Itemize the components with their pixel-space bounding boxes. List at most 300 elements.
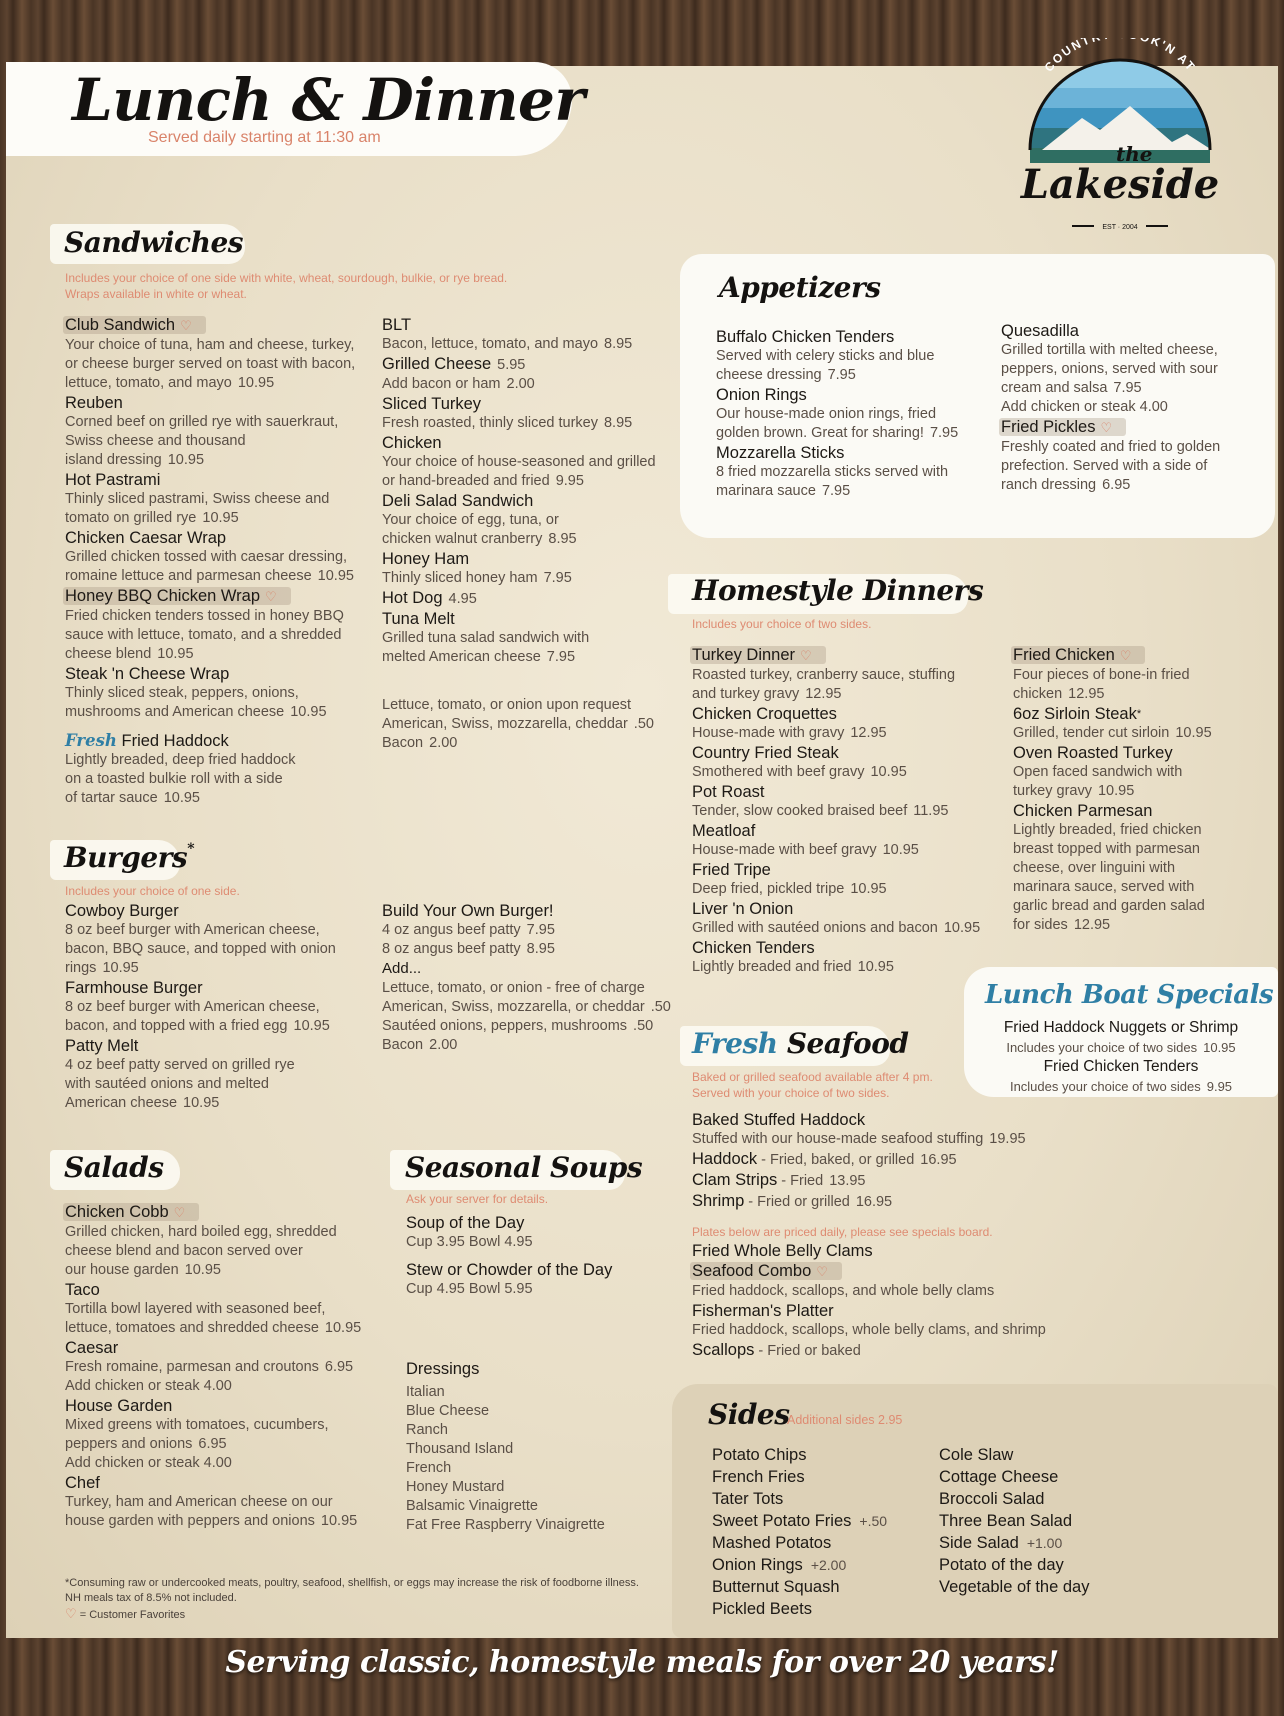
logo-the: the <box>1116 142 1153 166</box>
menu-item-name: BLT <box>382 316 412 334</box>
description-line: Swiss cheese and thousand <box>65 433 246 449</box>
heart-icon: ♡ <box>1100 420 1113 435</box>
menu-item <box>692 743 1012 782</box>
description-line: Add bacon or ham 2.00 <box>382 376 535 392</box>
lunch-boat-heading: Lunch Boat Specials <box>985 980 1274 1010</box>
menu-item-description <box>692 958 1012 977</box>
menu-item-name: Deli Salad Sandwich <box>382 492 534 510</box>
menu-item-name-row <box>65 1036 385 1056</box>
menu-item-description <box>65 1300 395 1338</box>
menu-item <box>65 1036 385 1113</box>
menu-item-price: 10.95 <box>202 510 239 526</box>
menu-item-price: 10.95 <box>163 790 200 806</box>
menu-item-name: Caesar <box>65 1339 119 1357</box>
side-upcharge: +.50 <box>859 1513 888 1529</box>
menu-item-price: 10.95 <box>882 842 919 858</box>
menu-item <box>382 588 682 609</box>
menu-item-name-row <box>716 385 986 405</box>
menu-item-addon: Add chicken or steak 4.00 <box>65 1455 232 1471</box>
description-line: our house garden 10.95 <box>65 1262 221 1278</box>
byo-title: Build Your Own Burger! <box>382 902 554 920</box>
description-line: and turkey gravy 12.95 <box>692 686 842 702</box>
description-line: House-made with gravy 12.95 <box>692 725 887 741</box>
menu-item-price: 7.95 <box>821 483 851 499</box>
description-line: prefection. Served with a side of <box>1001 458 1208 474</box>
burgers-note: Includes your choice of one side. <box>65 884 240 898</box>
sandwiches-heading: Sandwiches <box>64 226 244 259</box>
menu-item-name: Fried Pickles ♡ <box>999 418 1126 436</box>
menu-item-price: 7.95 <box>929 425 959 441</box>
seafood-item-price: 16.95 <box>920 1152 957 1168</box>
side-option: Cottage Cheese <box>939 1468 1059 1486</box>
logo-name: Lakeside <box>1020 161 1220 208</box>
menu-item-description <box>692 666 1012 704</box>
side-option: Potato Chips <box>712 1446 807 1464</box>
description-line: marinara sauce, served with <box>1013 879 1195 895</box>
description-line: lettuce, tomato, and mayo 10.95 <box>65 375 275 391</box>
description-line: for sides 12.95 <box>1013 917 1111 933</box>
description-line: marinara sauce 7.95 <box>716 483 851 499</box>
menu-item <box>692 938 1012 977</box>
menu-item-description <box>65 548 385 586</box>
dressings-list <box>406 1383 666 1535</box>
byo-option: 4 oz angus beef patty 7.95 <box>382 922 555 938</box>
logo-arc-text: COUNT K'N AT <box>1041 38 1199 75</box>
side-option: Side Salad +1.00 <box>939 1534 1063 1552</box>
byo-addon: American, Swiss, mozzarella, or cheddar .50 <box>382 999 671 1015</box>
menu-item-description <box>1013 724 1273 743</box>
menu-item-name-row <box>1013 704 1273 724</box>
footer-legend <box>65 1606 685 1623</box>
sandwiches-column-1 <box>65 315 385 722</box>
menu-item <box>65 1280 395 1338</box>
menu-item <box>692 821 1012 860</box>
menu-item-description <box>65 921 385 978</box>
soup-item <box>406 1260 666 1299</box>
description-line: chicken 12.95 <box>1013 686 1105 702</box>
menu-item-name-row <box>382 394 682 414</box>
description-line: Thinly sliced steak, peppers, onions, <box>65 685 299 701</box>
menu-item-name-row <box>692 782 1012 802</box>
description-line: Fried chicken tenders tossed in honey BBQ <box>65 608 344 624</box>
byo-price: 8.95 <box>526 941 555 957</box>
soup-name: Stew or Chowder of the Day <box>406 1261 613 1279</box>
menu-item-addon: Add chicken or steak 4.00 <box>1001 399 1168 415</box>
menu-item <box>1001 321 1261 417</box>
description-line: Thinly sliced pastrami, Swiss cheese and <box>65 491 330 507</box>
sides-column-2 <box>939 1444 1159 1598</box>
menu-item-name: Fried Tripe <box>692 861 771 879</box>
page-subtitle: Served daily starting at 11:30 am <box>148 129 381 146</box>
side-option: Pickled Beets <box>712 1600 812 1618</box>
description-line: with sautéed onions and melted <box>65 1076 269 1092</box>
byo-addon-price: .50 <box>650 999 671 1015</box>
menu-item <box>65 586 385 664</box>
menu-item-description <box>65 684 385 722</box>
soup-prices: Cup 3.95 Bowl 4.95 <box>406 1234 533 1250</box>
byo-addon: Bacon 2.00 <box>382 1037 458 1053</box>
side-option: Vegetable of the day <box>939 1578 1090 1596</box>
description-line: 8 oz beef burger with American cheese, <box>65 999 320 1015</box>
menu-item-name-row <box>382 315 682 335</box>
menu-item-description <box>382 414 682 433</box>
menu-item-description <box>65 751 385 808</box>
menu-item-price: 11.95 <box>913 803 949 819</box>
heart-icon: ♡ <box>265 589 277 604</box>
side-option: Butternut Squash <box>712 1578 840 1596</box>
footer-line2: NH meals tax of 8.5% not included. <box>65 1592 237 1604</box>
menu-item-name: Steak 'n Cheese Wrap <box>65 665 230 683</box>
menu-item-name-row <box>65 1280 395 1300</box>
menu-item-name-row <box>65 315 385 336</box>
menu-item-name-row <box>692 1301 1112 1321</box>
menu-item <box>692 782 1012 821</box>
menu-item-name: Club Sandwich ♡ <box>63 316 206 334</box>
description-line: Grilled with sautéed onions and bacon 10.95 <box>692 920 981 936</box>
menu-item-name: Buffalo Chicken Tenders <box>716 328 895 346</box>
menu-item-name-row <box>65 1338 395 1358</box>
description-line: House-made with beef gravy 10.95 <box>692 842 919 858</box>
menu-item-name-row <box>1013 801 1273 821</box>
logo-emblem <box>1012 38 1228 234</box>
menu-item-name-row <box>382 609 682 629</box>
menu-item <box>65 315 385 393</box>
byo-option: 8 oz angus beef patty 8.95 <box>382 941 555 957</box>
description-line: Your choice of house-seasoned and grilled <box>382 454 656 470</box>
description-line: Your choice of egg, tuna, or <box>382 512 559 528</box>
menu-item-description <box>65 607 385 664</box>
soups-note: Ask your server for details. <box>406 1192 549 1206</box>
menu-item <box>382 549 682 588</box>
menu-item-price: 7.95 <box>546 649 576 665</box>
burgers-heading-text: Burgers <box>64 841 188 874</box>
lunch-boat-item-price: 10.95 <box>1203 1040 1236 1055</box>
side-upcharge: +2.00 <box>810 1557 847 1573</box>
description-line: Your choice of tuna, ham and cheese, turkey, <box>65 337 355 353</box>
menu-item-price: 12.95 <box>1073 917 1111 933</box>
menu-item-price: 10.95 <box>324 1320 362 1336</box>
description-line: Fresh roasted, thinly sliced turkey 8.95 <box>382 415 633 431</box>
menu-item <box>65 1396 395 1473</box>
homestyle-column-1 <box>692 645 1012 977</box>
seafood-item-price: 13.95 <box>829 1173 866 1189</box>
soup-item <box>406 1213 666 1252</box>
menu-item <box>382 491 682 549</box>
menu-item-name: Chef <box>65 1474 100 1492</box>
menu-item-name-row <box>65 978 385 998</box>
asterisk-mark: * <box>1136 708 1142 720</box>
menu-item-name: Farmhouse Burger <box>65 979 203 997</box>
menu-item-name: Taco <box>65 1281 100 1299</box>
side-option: Mashed Potatos <box>712 1534 832 1552</box>
menu-item-description <box>382 511 682 549</box>
menu-item-inline-note: - Fried or grilled <box>744 1194 850 1210</box>
menu-item-price: 10.95 <box>237 375 275 391</box>
menu-item-price: 12.95 <box>1068 686 1105 702</box>
description-line: bacon, and topped with a fried egg 10.95 <box>65 1018 330 1034</box>
menu-item <box>65 528 385 586</box>
menu-item-name-row <box>65 470 385 490</box>
menu-item-description <box>382 629 682 667</box>
menu-item-name-row <box>692 821 1012 841</box>
menu-item-price: 10.95 <box>184 1262 221 1278</box>
byo-add-label: Add... <box>382 960 422 977</box>
menu-item-description <box>716 405 986 443</box>
description-line: Bacon, lettuce, tomato, and mayo 8.95 <box>382 336 633 352</box>
lunch-boat-item-price: 9.95 <box>1206 1079 1233 1094</box>
seafood-fresh-label: Fresh <box>692 1027 778 1060</box>
homestyle-heading: Homestyle Dinners <box>692 574 984 607</box>
description-line: cheese, over linguini with <box>1013 860 1176 876</box>
menu-item-name-row <box>692 1340 1112 1361</box>
menu-item-name-row <box>1013 645 1273 666</box>
menu-item-price: 5.95 <box>497 357 526 373</box>
description-line: Tender, slow cooked braised beef 11.95 <box>692 803 949 819</box>
description-line: mushrooms and American cheese 10.95 <box>65 704 327 720</box>
logo-est: EST · 2004 <box>1102 224 1138 231</box>
byo-price: 7.95 <box>526 922 555 938</box>
description-line: cheese blend and bacon served over <box>65 1243 303 1259</box>
description-line: 8 fried mozzarella sticks served with <box>716 464 949 480</box>
description-line: garlic bread and garden salad <box>1013 898 1205 914</box>
menu-item <box>65 664 385 722</box>
description-line: of tartar sauce 10.95 <box>65 790 200 806</box>
menu-item-name: Haddock <box>692 1150 758 1168</box>
addon-price: 2.00 <box>429 735 458 751</box>
menu-item-description <box>716 463 986 501</box>
menu-item-name-row <box>65 901 385 921</box>
menu-item-description <box>692 841 1012 860</box>
description-line: Our house-made onion rings, fried <box>716 406 937 422</box>
description-line: on a toasted bulkie roll with a side <box>65 771 283 787</box>
menu-item-description <box>1013 763 1273 801</box>
description-line: 4 oz beef patty served on grilled rye <box>65 1057 295 1073</box>
menu-item-name: Chicken Parmesan <box>1013 802 1153 820</box>
menu-item-name-row <box>692 860 1012 880</box>
lunch-boat-item-name: Fried Chicken Tenders <box>1043 1058 1199 1075</box>
seafood-daily-note: Plates below are priced daily, please see specials board. <box>692 1225 993 1239</box>
side-option: Onion Rings +2.00 <box>712 1556 847 1574</box>
menu-item-description <box>65 336 385 393</box>
dressing-option: Balsamic Vinaigrette <box>406 1498 538 1514</box>
description-line: Grilled chicken tossed with caesar dressing, <box>65 549 348 565</box>
bottom-banner: Serving classic, homestyle meals for over 20 years! <box>225 1645 1059 1680</box>
menu-item-name-row <box>382 491 682 511</box>
footer-legend-text: = Customer Favorites <box>79 1609 186 1621</box>
description-line: turkey gravy 10.95 <box>1013 783 1135 799</box>
description-line: Deep fried, pickled tripe 10.95 <box>692 881 887 897</box>
menu-item-name: Oven Roasted Turkey <box>1013 744 1173 762</box>
menu-item-price: 10.95 <box>102 960 139 976</box>
sides-note: Additional sides 2.95 <box>787 1413 903 1427</box>
menu-item-name: Chicken Cobb ♡ <box>63 1203 199 1221</box>
menu-item-description <box>382 453 682 491</box>
menu-item <box>65 470 385 528</box>
description-line: Grilled tortilla with melted cheese, <box>1001 342 1218 358</box>
menu-item-addon: Add chicken or steak 4.00 <box>65 1378 232 1394</box>
menu-item-description <box>692 880 1012 899</box>
menu-item-price: 10.95 <box>183 1095 220 1111</box>
heart-icon: ♡ <box>816 1264 828 1279</box>
menu-item-name: Cowboy Burger <box>65 902 179 920</box>
menu-item <box>65 978 385 1036</box>
seafood-heading-text: Seafood <box>786 1027 909 1060</box>
menu-item-name: Fried Chicken ♡ <box>1011 646 1145 664</box>
sandwich-addons <box>382 696 682 753</box>
menu-item-name: Honey BBQ Chicken Wrap ♡ <box>63 587 291 605</box>
menu-item <box>692 704 1012 743</box>
menu-item-name-row <box>716 327 986 347</box>
dressing-option: Italian <box>406 1384 445 1400</box>
menu-item-name-row <box>382 433 682 453</box>
dressing-option: Honey Mustard <box>406 1479 505 1495</box>
menu-item-name: Fisherman's Platter <box>692 1302 834 1320</box>
menu-item <box>382 433 682 491</box>
menu-item-description <box>382 375 682 394</box>
menu-item <box>382 315 682 354</box>
menu-item-price: 6.95 <box>1102 477 1131 493</box>
menu-item <box>716 327 986 385</box>
menu-item <box>716 443 986 501</box>
description-line: Freshly coated and fried to golden <box>1001 439 1221 455</box>
menu-item-name-row <box>65 1396 395 1416</box>
menu-item-name: Reuben <box>65 394 123 412</box>
seafood-item-description: Stuffed with our house-made seafood stuffing 19.95 <box>692 1131 1026 1147</box>
dressing-option: French <box>406 1460 452 1476</box>
menu-item-name: Turkey Dinner ♡ <box>690 646 826 664</box>
menu-item-price: 10.95 <box>870 764 907 780</box>
heart-icon: ♡ <box>180 318 192 333</box>
menu-item-description <box>1001 341 1261 398</box>
menu-item-name: Chicken Tenders <box>692 939 815 957</box>
dressing-option: Fat Free Raspberry Vinaigrette <box>406 1517 605 1533</box>
appetizers-heading: Appetizers <box>719 271 881 304</box>
seafood-daily-description: Fried haddock, scallops, whole belly clams, and shrimp <box>692 1322 1046 1338</box>
menu-item-name: Quesadilla <box>1001 322 1079 340</box>
dressing-option: Thousand Island <box>406 1441 514 1457</box>
heart-icon: ♡ <box>1119 648 1132 663</box>
seafood-note-line2: Served with your choice of two sides. <box>692 1086 890 1100</box>
menu-item-price: 12.95 <box>805 686 842 702</box>
byo-addon: Lettuce, tomato, or onion - free of charge <box>382 980 645 996</box>
menu-item-name: Grilled Cheese <box>382 355 492 373</box>
menu-item-price: 6.95 <box>324 1359 354 1375</box>
menu-item-price: 10.95 <box>167 452 205 468</box>
side-option: Three Bean Salad <box>939 1512 1073 1530</box>
menu-item-name: Shrimp <box>692 1192 745 1210</box>
menu-item-description <box>65 1223 395 1280</box>
heart-icon: ♡ <box>65 1606 77 1621</box>
menu-item-name-row <box>1013 743 1273 763</box>
menu-item-inline-note: - Fried <box>777 1173 824 1189</box>
description-line: 8 oz beef burger with American cheese, <box>65 922 320 938</box>
menu-item-name: Onion Rings <box>716 386 807 404</box>
menu-item <box>1013 645 1273 704</box>
menu-item-name-row <box>1001 417 1261 438</box>
menu-item <box>65 1473 395 1531</box>
seafood-note-line1: Baked or grilled seafood available after 4 pm. <box>692 1070 933 1084</box>
salads-heading: Salads <box>64 1151 164 1184</box>
description-line: cheese blend 10.95 <box>65 646 194 662</box>
appetizers-column-2 <box>1001 321 1261 495</box>
menu-item-name: Patty Melt <box>65 1037 139 1055</box>
side-option: Broccoli Salad <box>939 1490 1045 1508</box>
description-line: or hand-breaded and fried 9.95 <box>382 473 584 489</box>
menu-item <box>65 901 385 978</box>
menu-item-description <box>692 919 1012 938</box>
menu-item-price: 7.95 <box>1113 380 1142 396</box>
menu-item-name: Country Fried Steak <box>692 744 839 762</box>
menu-item-name: Mozzarella Sticks <box>716 444 845 462</box>
addon-line: Bacon 2.00 <box>382 735 458 751</box>
menu-item <box>716 385 986 443</box>
lunch-boat-list <box>968 1018 1274 1096</box>
menu-item <box>1001 417 1261 495</box>
menu-item-name-row <box>382 588 682 609</box>
menu-item-description <box>65 413 385 470</box>
menu-item-price: 12.95 <box>850 725 887 741</box>
menu-item-name: 6oz Sirloin Steak* <box>1013 705 1142 723</box>
menu-item <box>1013 801 1273 935</box>
dressing-option: Ranch <box>406 1422 448 1438</box>
description-line: American cheese 10.95 <box>65 1095 220 1111</box>
description-line: rings 10.95 <box>65 960 139 976</box>
addon-line: Lettuce, tomato, or onion upon request <box>382 697 632 713</box>
menu-item-description <box>692 763 1012 782</box>
menu-item-price: 10.95 <box>290 704 327 720</box>
fresh-label: Fresh <box>65 731 117 750</box>
description-line: chicken walnut cranberry 8.95 <box>382 531 577 547</box>
page-title: Lunch & Dinner <box>72 66 585 134</box>
description-line: golden brown. Great for sharing! 7.95 <box>716 425 959 441</box>
menu-item <box>1013 743 1273 801</box>
dressings-heading: Dressings <box>406 1360 480 1378</box>
menu-item-name-row <box>692 1261 1112 1282</box>
menu-item-name-row <box>692 1149 1092 1170</box>
description-line: romaine lettuce and parmesan cheese 10.95 <box>65 568 354 584</box>
menu-item-name-row <box>382 354 682 375</box>
menu-item <box>65 1202 395 1280</box>
menu-item-name-row <box>1001 321 1261 341</box>
sandwiches-column-2 <box>382 315 682 667</box>
sandwiches-note-line2: Wraps available in white or wheat. <box>65 287 247 301</box>
menu-item-description <box>382 569 682 588</box>
menu-item-price: 6.95 <box>198 1436 227 1452</box>
description-line: Smothered with beef gravy 10.95 <box>692 764 907 780</box>
menu-item-name: Scallops <box>692 1341 755 1359</box>
menu-item-name-row <box>65 664 385 684</box>
footer-line1: *Consuming raw or undercooked meats, poultry, seafood, shellfish, or eggs may increase the risk of foodborne illness. <box>65 1577 639 1589</box>
menu-item-price: 10.95 <box>157 646 194 662</box>
menu-item-name-row <box>692 1241 1112 1261</box>
menu-item-name: Honey Ham <box>382 550 470 568</box>
description-line: house garden with peppers and onions 10.95 <box>65 1513 358 1529</box>
seafood-item-price: 16.95 <box>855 1194 893 1210</box>
menu-item-name-row <box>692 938 1012 958</box>
menu-item-name: Meatloaf <box>692 822 756 840</box>
soup-name: Soup of the Day <box>406 1214 525 1232</box>
side-option: Tater Tots <box>712 1490 784 1508</box>
menu-item-name: Seafood Combo ♡ <box>690 1262 842 1280</box>
menu-item-price: 10.95 <box>943 920 981 936</box>
menu-item-price: 9.95 <box>555 473 584 489</box>
menu-item-name-row <box>382 549 682 569</box>
seafood-item-price: 19.95 <box>989 1131 1026 1147</box>
menu-item-description <box>65 1358 395 1377</box>
description-line: Open faced sandwich with <box>1013 764 1183 780</box>
menu-item-description <box>1013 821 1273 935</box>
description-line: Roasted turkey, cranberry sauce, stuffing <box>692 667 956 683</box>
